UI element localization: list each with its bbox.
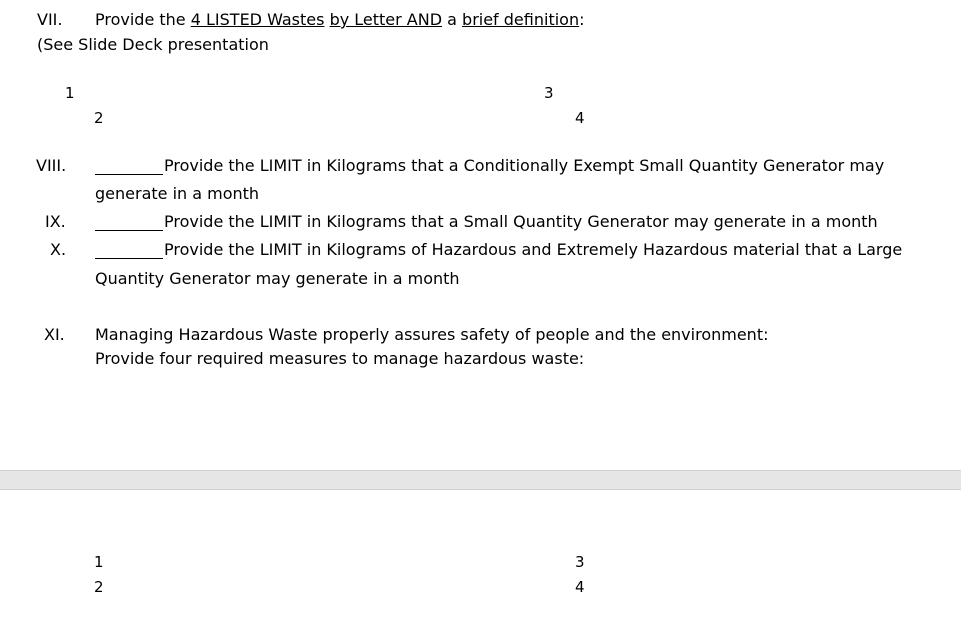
q11-numeral: XI.	[44, 325, 65, 344]
q7-text-colon: :	[579, 10, 585, 29]
q10-numeral: X.	[50, 240, 67, 259]
q11-text-line2: Provide four required measures to manage hazardous waste:	[95, 349, 585, 368]
q7-text	[95, 10, 584, 30]
q9-answer-blank[interactable]	[95, 230, 163, 231]
q7-numeral: VII.	[37, 10, 63, 29]
q7-by-letter: by Letter AND	[329, 10, 443, 29]
list-bottom-item-2: 2	[94, 578, 104, 596]
q10-text-line2: Quantity Generator may generate in a month	[95, 269, 460, 288]
q7-listed-wastes: 4 LISTED Wastes	[190, 10, 325, 29]
q9-text-line1: Provide the LIMIT in Kilograms that a Small Quantity Generator may generate in a month	[164, 212, 878, 231]
list-top-item-2: 2	[94, 109, 104, 127]
q7-brief-definition: brief definition	[462, 10, 580, 29]
q8-text-line2: generate in a month	[95, 184, 260, 203]
q7-text-part3: a	[442, 10, 463, 29]
q8-numeral: VIII.	[36, 156, 67, 175]
q10-answer-blank[interactable]	[95, 258, 163, 259]
page-break-gap	[0, 470, 961, 490]
q7-text-part1: Provide the	[95, 10, 191, 29]
q8-answer-blank[interactable]	[95, 174, 163, 175]
q9-numeral: IX.	[45, 212, 66, 231]
list-top-item-4: 4	[575, 109, 585, 127]
list-bottom-item-1: 1	[94, 553, 104, 571]
q8-text-line1: Provide the LIMIT in Kilograms that a Conditionally Exempt Small Quantity Generator may	[164, 156, 885, 175]
list-bottom-item-3: 3	[575, 553, 585, 571]
q7-note: (See Slide Deck presentation	[37, 35, 269, 54]
q10-text-line1: Provide the LIMIT in Kilograms of Hazardous and Extremely Hazardous material that a Large	[164, 240, 903, 259]
q11-text-line1: Managing Hazardous Waste properly assures safety of people and the environment:	[95, 325, 769, 344]
list-bottom-item-4: 4	[575, 578, 585, 596]
list-top-item-1: 1	[65, 84, 75, 102]
list-top-item-3: 3	[544, 84, 554, 102]
